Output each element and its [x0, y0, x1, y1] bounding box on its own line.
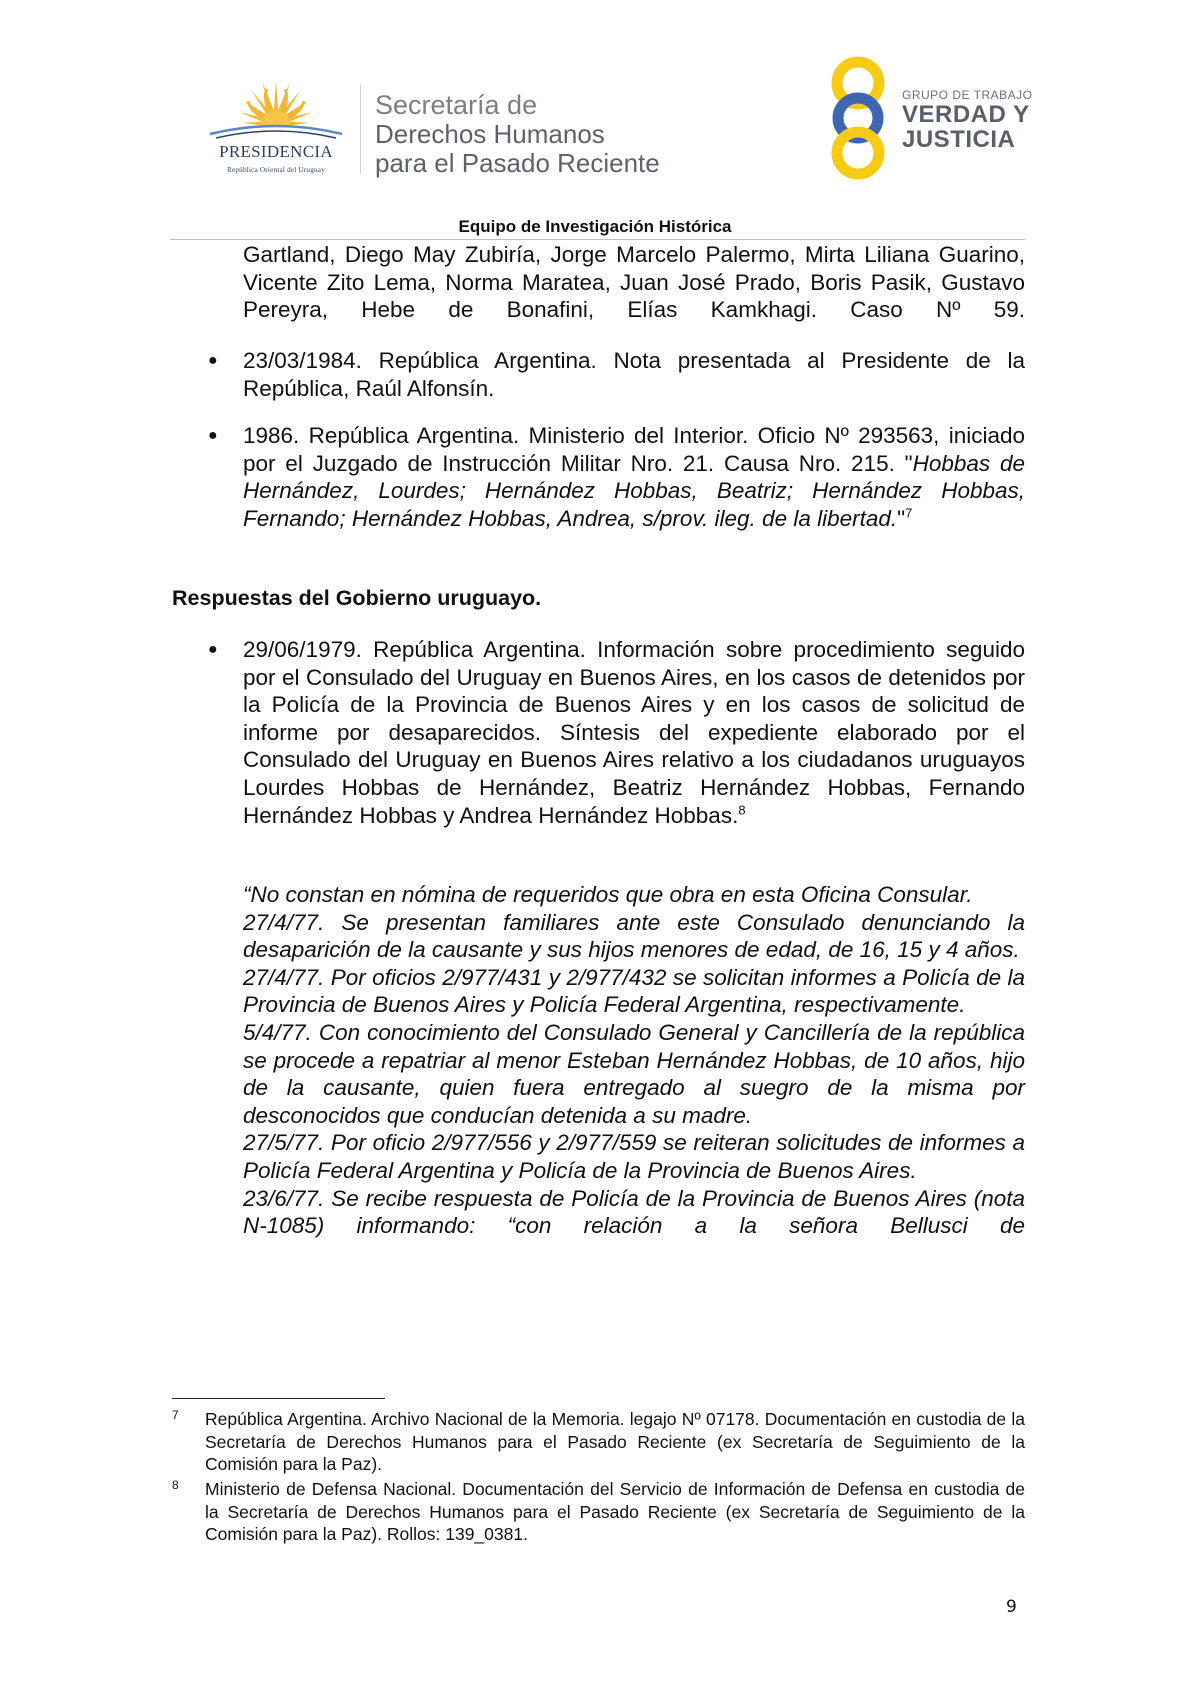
footnote-number: 7: [172, 1408, 179, 1422]
quote-line: 27/5/77. Por oficio 2/977/556 y 2/977/559 se reiteran solicitudes de informes a Policía Federal Argentina y Policía de la Provincia de Buenos Aires.: [243, 1130, 1025, 1183]
footnote-ref-7[interactable]: 7: [905, 505, 913, 521]
continued-paragraph-text: Gartland, Diego May Zubiría, Jorge Marcelo Palermo, Mirta Liliana Guarino, Vicente Zito Lema, Norma Maratea, Juan José Prado, Boris Pasik, Gustavo Pereyra, Hebe de Bonafini, Elías Kamkhagi. Caso Nº 59.: [243, 242, 1025, 323]
secretaria-line-2: Derechos Humanos: [375, 119, 605, 149]
continued-paragraph: [243, 241, 1025, 324]
secretaria-title: [375, 90, 660, 178]
header-separator: [360, 84, 361, 174]
footnote-text: República Argentina. Archivo Nacional de la Memoria. legajo Nº 07178. Documentación en custodia de la Secretaría de Derechos Humanos para el Pasado Reciente (ex Secretaría de Seguimiento de la Comisión para la Paz).: [205, 1409, 1025, 1474]
quote-line: 27/4/77. Se presentan familiares ante este Consulado denunciando la desaparición de la causante y sus hijos menores de edad, de 16, 15 y 4 años.: [243, 909, 1025, 963]
grupo-line-2: VERDAD Y: [902, 101, 1030, 128]
footnote-number: 8: [172, 1478, 179, 1492]
quoted-block: [243, 881, 1025, 1240]
grupo-line-1: GRUPO DE TRABAJO: [902, 88, 1033, 102]
grupo-line-3: JUSTICIA: [902, 126, 1016, 153]
footnote-separator: [172, 1398, 385, 1399]
list-item-text: 29/06/1979. República Argentina. Información sobre procedimiento seguido por el Consulado del Uruguay en Buenos Aires, en los casos de detenidos por la Policía de la Provincia de Buenos Aires y en los casos de solicitud de informe por desaparecidos. Síntesis del expediente elaborado por el Consulado del Uruguay en Buenos Aires relativo a los ciudadanos uruguayos Lourdes Hobbas de Hernández, Beatriz Hernández Hobbas, Fernando Hernández Hobbas y Andrea Hernández Hobbas.: [243, 637, 1025, 828]
grupo-trabajo-text: [902, 88, 1032, 152]
header-rule: [170, 239, 1025, 240]
presidencia-subtitle: República Oriental del Uruguay: [226, 166, 325, 174]
equipo-title: Equipo de Investigación Histórica: [458, 217, 732, 236]
quote-line: 27/4/77. Por oficios 2/977/431 y 2/977/432 se solicitan informes a Policía de la Provincia de Buenos Aires y Policía Federal Argentina, respectivamente.: [243, 964, 1025, 1018]
bullet-dot: ●: [208, 427, 218, 444]
secretaria-line-1: Secretaría de: [375, 90, 538, 120]
presidencia-logo: [196, 78, 356, 178]
list-item-close-quote: ": [897, 505, 906, 531]
footnote-ref-8[interactable]: 8: [738, 802, 746, 818]
quote-line: “No constan en nómina de requeridos que obra en esta Oficina Consular.: [243, 882, 973, 907]
bullet-dot: ●: [208, 352, 218, 369]
list-item-italic-text: Hobbas de Hernández, Lourdes; Hernández Hobbas, Beatriz; Hernández Hobbas, Fernando; Hernández Hobbas, Andrea, s/prov. ileg. de la libertad.: [243, 450, 1025, 531]
list-item: [243, 422, 1025, 532]
section-heading: Respuestas del Gobierno uruguayo.: [172, 586, 542, 610]
footnote-7: [172, 1408, 1025, 1476]
secretaria-line-3: para el Pasado Reciente: [375, 148, 660, 178]
verdad-justicia-logo-icon: [818, 56, 898, 180]
quote-line: 23/6/77. Se recibe respuesta de Policía de la Provincia de Buenos Aires (nota N-1085) informando: “con relación a la señora Bellusci de: [243, 1185, 1025, 1239]
footnote-8: [172, 1478, 1025, 1546]
page-number: 9: [1006, 1597, 1017, 1617]
list-item-text: 23/03/1984. República Argentina. Nota presentada al Presidente de la República, Raúl Alfonsín.: [243, 348, 1025, 401]
list-item: [243, 347, 1025, 402]
page-header: [0, 0, 1190, 240]
list-item-text: 1986. República Argentina. Ministerio del Interior. Oficio Nº 293563, iniciado por el Juzgado de Instrucción Militar Nro. 21. Causa Nro. 215. ": [243, 423, 1025, 476]
list-item: [243, 636, 1025, 829]
bullet-dot: ●: [208, 641, 218, 658]
quote-line: 5/4/77. Con conocimiento del Consulado General y Cancillería de la república se procede a repatriar al menor Esteban Hernández Hobbas, de 10 años, hijo de la causante, quien fuera entregado al suegro de la misma por desconocidos que conducían detenida a su madre.: [243, 1019, 1025, 1128]
footnote-text: Ministerio de Defensa Nacional. Documentación del Servicio de Información de Defensa en custodia de la Secretaría de Derechos Humanos para el Pasado Reciente (ex Secretaría de Seguimiento de la Comisión para la Paz). Rollos: 139_0381.: [205, 1479, 1025, 1544]
presidencia-name: PRESIDENCIA: [219, 142, 333, 161]
sun-icon: [196, 78, 356, 144]
